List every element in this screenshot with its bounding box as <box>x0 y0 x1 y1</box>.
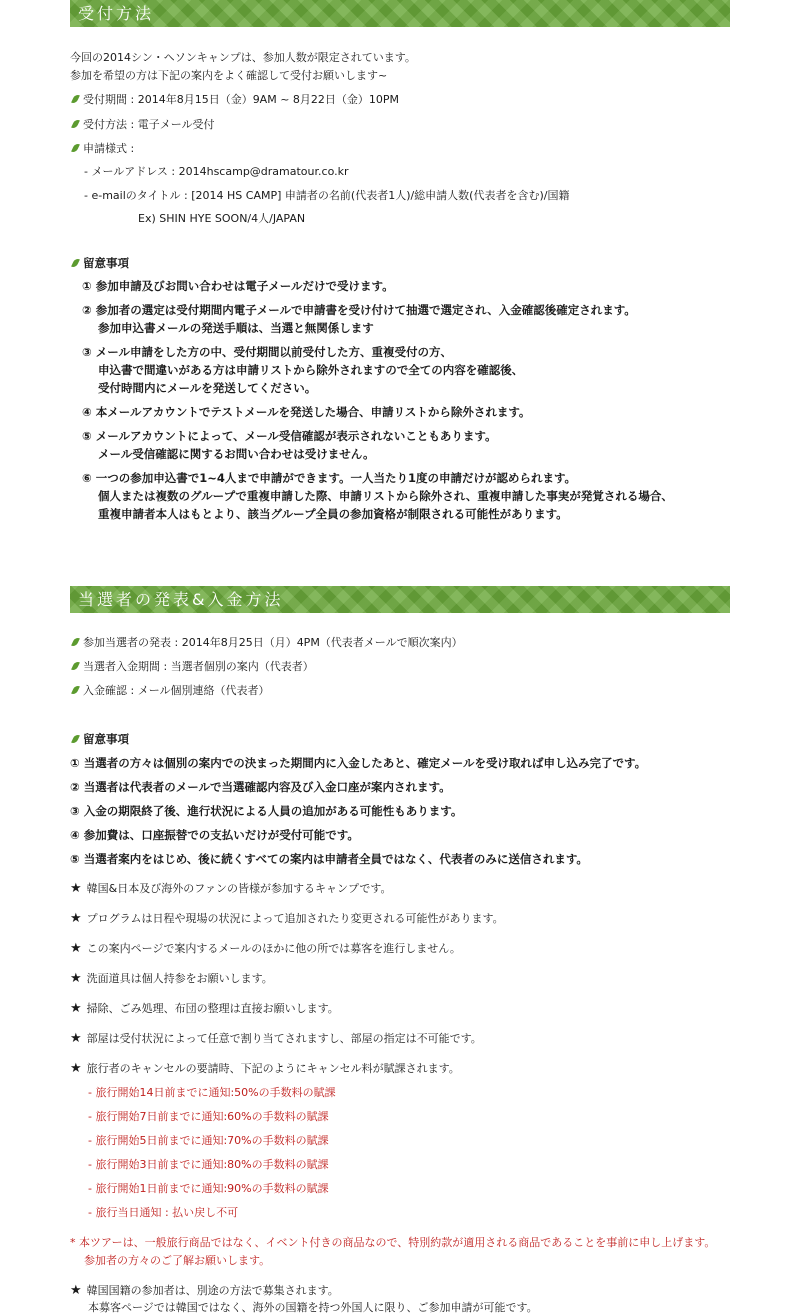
note-item: 重複申請者本人はもとより、該当グループ全員の参加資格が制限される可能性があります。 <box>98 507 568 521</box>
section-banner-announcement: 当選者の発表&入金方法 <box>70 586 730 613</box>
reception-period-text: 受付期間 : 2014年8月15日（金）9AM ~ 8月22日（金）10PM <box>83 93 400 106</box>
star-item-text: 旅行者のキャンセルの要請時、下記のようにキャンセル料が賦課されます。 <box>86 1062 460 1075</box>
note-item: ② 当選者は代表者のメールで当選確認内容及び入金口座が案内されます。 <box>70 780 451 794</box>
note-item: ① 当選者の方々は個別の案内での決まった期間内に入金したあと、確定メールを受け取れば申し込み完了です。 <box>70 756 647 770</box>
star-item-text: 韓国&日本及び海外のファンの皆様が参加するキャンプです。 <box>86 882 392 895</box>
reception-period <box>70 92 399 108</box>
reception-method-text: 受付方法 : 電子メール受付 <box>83 118 215 131</box>
cancel-fee-item: - 旅行開始5日前までに通知:70%の手数料の賦課 <box>88 1134 329 1147</box>
note-item: 個人または複数のグループで重複申請した際、申請リストから除外され、重複申請した事実が発覚される場合、 <box>98 489 673 503</box>
leaf-icon <box>71 118 80 129</box>
mail-address: - メールアドレス : 2014hscamp@dramatour.co.kr <box>84 165 349 178</box>
star-item <box>70 941 461 957</box>
star-item-text: この案内ページで案内するメールのほかに他の所では募客を進行しません。 <box>86 942 461 955</box>
star-item <box>70 971 273 987</box>
application-format-text: 申請様式 : <box>83 142 135 155</box>
cancel-fee-item: - 旅行開始1日前までに通知:90%の手数料の賦課 <box>88 1182 329 1195</box>
note-item: 申込書で間違いがある方は申請リストから除外されますので全ての内容を確認後、 <box>98 363 524 377</box>
cancel-fee-item: - 旅行開始14日前までに通知:50%の手数料の賦課 <box>88 1086 336 1099</box>
payment-period-text: 当選者入金期間 : 当選者個別の案内（代表者） <box>83 660 314 673</box>
note-item: ③ メール申請をした方の中、受付期間以前受付した方、重複受付の方、 <box>82 345 453 359</box>
star-item-text: プログラムは日程や現場の状況によって追加されたり変更される可能性があります。 <box>86 912 504 925</box>
star-icon: ★ <box>70 1283 82 1298</box>
notes-heading-1 <box>70 255 129 271</box>
star-item <box>70 1031 482 1047</box>
note-item: ⑤ 当選者案内をはじめ、後に続くすべての案内は申請者全員ではなく、代表者のみに送信されます。 <box>70 852 588 866</box>
star-icon: ★ <box>70 911 82 926</box>
star-item <box>70 1001 339 1017</box>
leaf-icon <box>71 257 80 268</box>
mail-title-format: - e-mailのタイトル : [2014 HS CAMP] 申請者の名前(代表者1人)/総申請人数(代表者を含む)/国籍 <box>84 189 570 202</box>
application-format <box>70 141 134 157</box>
note-item: 受付時間内にメールを発送してください。 <box>98 381 317 395</box>
cancel-fee-item: - 旅行開始3日前までに通知:80%の手数料の賦課 <box>88 1158 329 1171</box>
note-item: ⑥ 一つの参加申込書で1~4人まで申請ができます。一人当たり1度の申請だけが認められます。 <box>82 471 577 485</box>
special-terms-note: * 本ツアーは、一般旅行商品ではなく、イベント付きの商品なので、特別約款が適用される商品であることを事前に申し上げます。 <box>70 1236 716 1249</box>
note-item: ④ 本メールアカウントでテストメールを発送した場合、申請リストから除外されます。 <box>82 405 531 419</box>
star-item-text: 部屋は受付状況によって任意で割り当てされますし、部屋の指定は不可能です。 <box>86 1032 482 1045</box>
star-item <box>70 911 504 927</box>
special-terms-note-cont: 参加者の方々のご了解お願いします。 <box>84 1254 271 1267</box>
korea-nationality-note <box>70 1283 339 1299</box>
notes-heading-2-text: 留意事項 <box>83 732 129 746</box>
star-item-text: 洗面道具は個人持参をお願いします。 <box>86 972 273 985</box>
star-item-text: 掃除、ごみ処理、布団の整理は直接お願いします。 <box>86 1002 339 1015</box>
payment-confirm <box>70 683 269 699</box>
winner-announcement-text: 参加当選者の発表 : 2014年8月25日（月）4PM（代表者メールで順次案内） <box>83 636 463 649</box>
payment-period <box>70 659 314 675</box>
note-item: ③ 入金の期限終了後、進行状況による人員の追加がある可能性もあります。 <box>70 804 463 818</box>
star-icon: ★ <box>70 1001 82 1016</box>
reception-method <box>70 117 214 133</box>
leaf-icon <box>71 93 80 104</box>
intro-line-2: 参加を希望の方は下記の案内をよく確認して受付お願いします~ <box>70 69 388 82</box>
star-icon: ★ <box>70 941 82 956</box>
mail-title-example: Ex) SHIN HYE SOON/4人/JAPAN <box>138 212 306 225</box>
leaf-icon <box>71 733 80 744</box>
star-item <box>70 881 391 897</box>
note-item: ① 参加申請及びお問い合わせは電子メールだけで受けます。 <box>82 279 394 293</box>
star-icon: ★ <box>70 971 82 986</box>
cancel-fee-item: - 旅行当日通知 : 払い戻し不可 <box>88 1206 239 1219</box>
note-item: ② 参加者の選定は受付期間内電子メールで申請書を受け付けて抽選で選定され、入金確認後確定されます。 <box>82 303 636 317</box>
leaf-icon <box>71 142 80 153</box>
cancel-fee-item: - 旅行開始7日前までに通知:60%の手数料の賦課 <box>88 1110 329 1123</box>
star-icon: ★ <box>70 1061 82 1076</box>
leaf-icon <box>71 684 80 695</box>
leaf-icon <box>71 636 80 647</box>
note-item: ④ 参加費は、口座振替での支払いだけが受付可能です。 <box>70 828 359 842</box>
payment-confirm-text: 入金確認 : メール個別連絡（代表者） <box>83 684 270 697</box>
note-item: ⑤ メールアカウントによって、メール受信確認が表示されないこともあります。 <box>82 429 497 443</box>
winner-announcement <box>70 635 463 651</box>
intro-line-1: 今回の2014シン・ヘソンキャンプは、参加人数が限定されています。 <box>70 51 416 64</box>
note-item: 参加申込書メールの発送手順は、当選と無関係します <box>98 321 374 335</box>
note-item: メール受信確認に関するお問い合わせは受けません。 <box>98 447 375 461</box>
star-item <box>70 1061 460 1077</box>
foreigner-only-note: 本募客ページでは韓国ではなく、海外の国籍を持つ外国人に限り、ご参加申請が可能です。 <box>88 1301 538 1314</box>
star-icon: ★ <box>70 881 82 896</box>
leaf-icon <box>71 660 80 671</box>
section-banner-reception: 受付方法 <box>70 0 730 27</box>
notes-heading-2 <box>70 731 129 747</box>
star-icon: ★ <box>70 1031 82 1046</box>
notes-heading-1-text: 留意事項 <box>83 256 129 270</box>
korea-nationality-note-text: 韓国国籍の参加者は、別途の方法で募集されます。 <box>86 1284 339 1297</box>
